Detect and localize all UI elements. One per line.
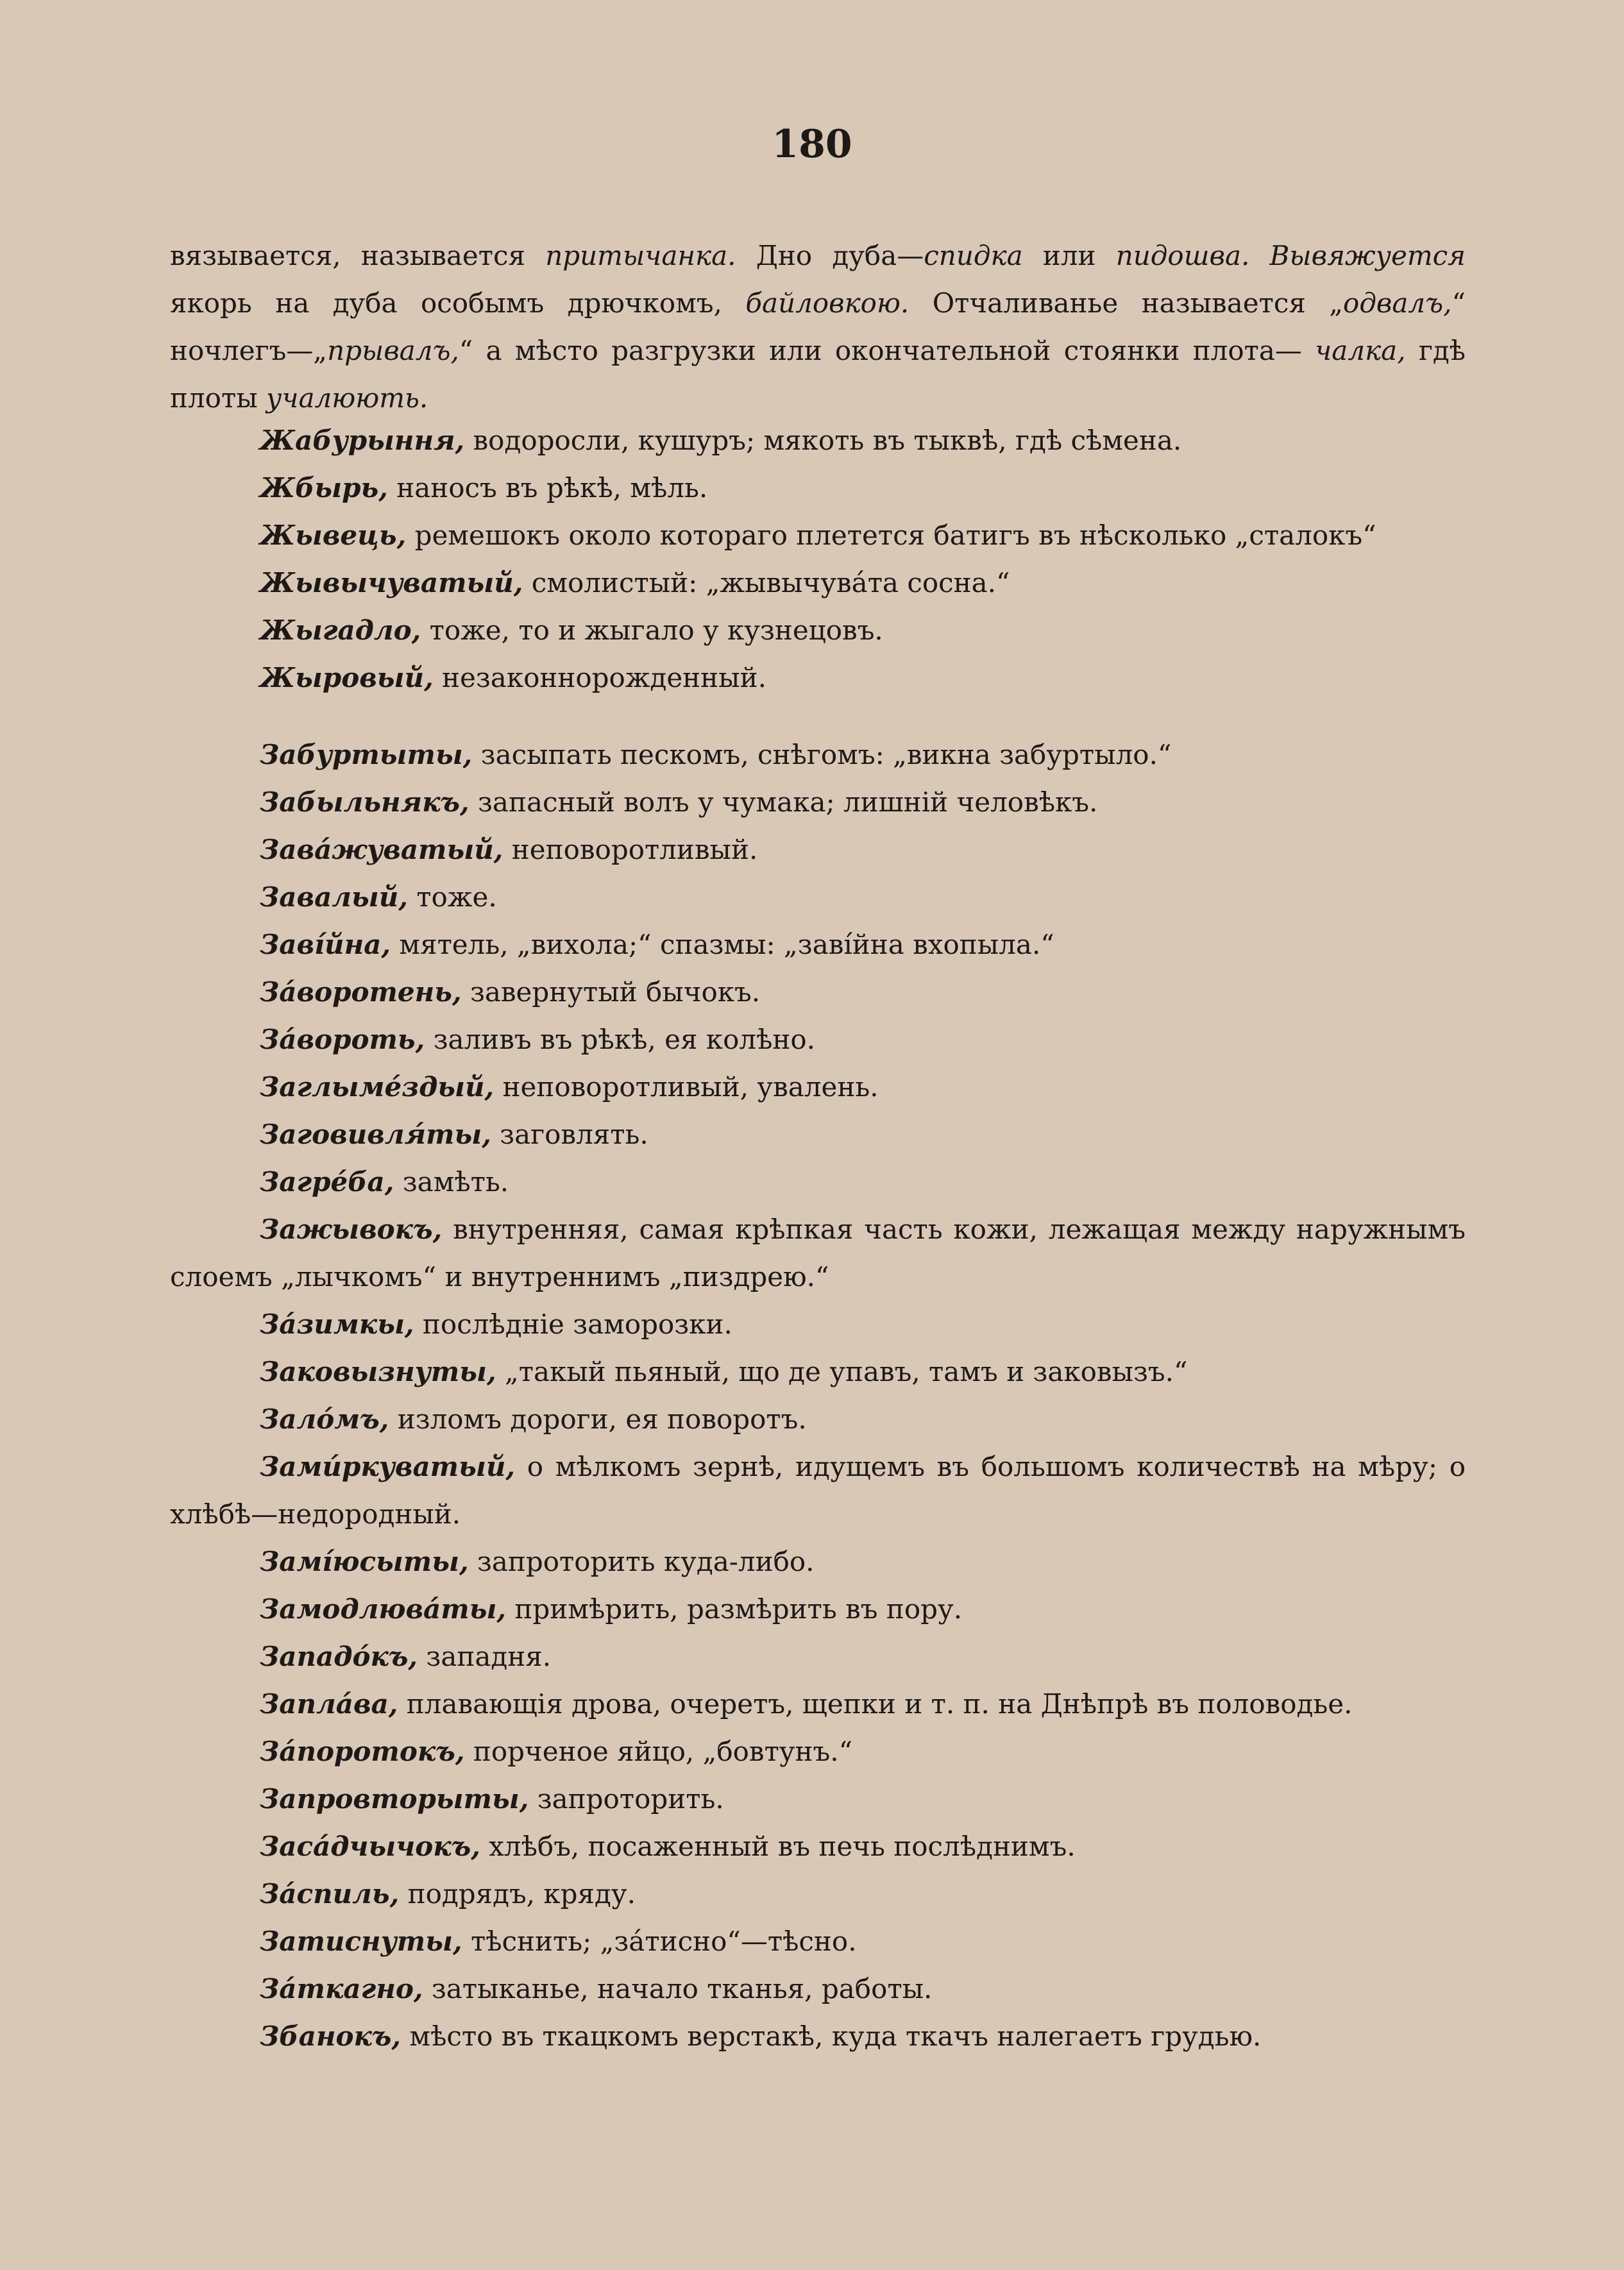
definition: западня. xyxy=(418,1641,552,1672)
headword: Заговивля́ты, xyxy=(260,1119,491,1150)
intro-text: Дно дуба— xyxy=(736,240,924,271)
headword: Збанокъ, xyxy=(260,2020,402,2052)
headword: Жывычуватый, xyxy=(260,567,523,598)
headword: Жыровый, xyxy=(260,662,434,693)
definition: смолистый: „жывычувáта сосна.“ xyxy=(523,567,1010,598)
definition: подрядъ, кряду. xyxy=(399,1878,636,1910)
dictionary-entry xyxy=(170,1870,1466,1918)
dictionary-entry xyxy=(170,874,1466,921)
dictionary-entry xyxy=(170,1633,1466,1681)
page-number: 180 xyxy=(772,122,852,167)
dictionary-entry xyxy=(170,417,1466,464)
dictionary-entry xyxy=(170,1396,1466,1443)
definition: затыканье, начало тканья, работы. xyxy=(423,1973,933,2004)
headword: Замодлювáты, xyxy=(260,1593,507,1625)
definition: „такый пьяный, що де упавъ, тамъ и заковызъ.“ xyxy=(496,1356,1188,1387)
headword: Зáворотень, xyxy=(260,976,462,1008)
headword: Загрéба, xyxy=(260,1166,394,1198)
headword: Жыгадло, xyxy=(260,614,421,646)
dictionary-entry xyxy=(170,1775,1466,1823)
dictionary-entry xyxy=(170,1158,1466,1206)
intro-text: Отчаливанье называется „ xyxy=(909,287,1344,319)
definition: засыпать пескомъ, снѣгомъ: „викна забуртыло.“ xyxy=(472,739,1172,770)
dictionary-entry xyxy=(170,1111,1466,1158)
dictionary-entry xyxy=(170,826,1466,874)
dictionary-entry xyxy=(170,1586,1466,1633)
headword: Засáдчычокъ, xyxy=(260,1831,480,1862)
headword: Завалый, xyxy=(260,881,408,913)
definition: плавающія дрова, очеретъ, щепки и т. п. на Днѣпрѣ въ половодье. xyxy=(398,1688,1353,1720)
dictionary-entry xyxy=(170,1301,1466,1348)
headword: Зáспиль, xyxy=(260,1878,400,1910)
definition: запасный волъ у чумака; лишній человѣкъ. xyxy=(469,786,1098,818)
headword: Жабурыння, xyxy=(260,425,465,456)
intro-term: пидошва. xyxy=(1115,240,1250,271)
intro-text xyxy=(1249,240,1269,271)
intro-paragraph xyxy=(170,232,1466,422)
headword: Затиснуты, xyxy=(260,1926,462,1957)
entry-group-zh xyxy=(170,417,1466,702)
dictionary-entry xyxy=(170,1443,1466,1538)
definition: послѣдніе заморозки. xyxy=(414,1309,732,1340)
headword: Зáвороть, xyxy=(260,1024,425,1055)
headword: Зáткагно, xyxy=(260,1973,423,2004)
dictionary-entry xyxy=(170,1348,1466,1396)
definition: заговлять. xyxy=(491,1119,648,1150)
dictionary-entry xyxy=(170,559,1466,607)
entry-group-z xyxy=(170,731,1466,2060)
definition: порченое яйцо, „бовтунъ.“ xyxy=(464,1736,853,1767)
definition: незаконнорожденный. xyxy=(433,662,766,693)
headword: Зажывокъ, xyxy=(260,1214,443,1245)
definition: внутренняя, самая крѣпкая часть кожи, лежащая между наружнымъ слоемъ „лычкомъ“ и внутреннимъ „пиздрею.“ xyxy=(170,1214,1466,1292)
dictionary-entry xyxy=(170,464,1466,512)
dictionary-entry xyxy=(170,779,1466,826)
intro-term: одвалъ, xyxy=(1343,287,1452,319)
definition: запроторить куда-либо. xyxy=(468,1546,815,1577)
dictionary-entry xyxy=(170,1016,1466,1063)
intro-text: или xyxy=(1022,240,1116,271)
definition: тоже, то и жыгало у кузнецовъ. xyxy=(421,614,883,646)
definition: тѣснить; „зáтисно“—тѣсно. xyxy=(462,1926,857,1957)
intro-text: гдѣ плоты xyxy=(170,335,1466,414)
intro-term: спидка xyxy=(924,240,1023,271)
intro-text: вязывается, называется xyxy=(170,240,546,271)
headword: Забыльнякъ, xyxy=(260,786,469,818)
definition: примѣрить, размѣрить въ пору. xyxy=(506,1593,963,1625)
dictionary-entry xyxy=(170,1918,1466,1965)
dictionary-entry xyxy=(170,2013,1466,2060)
dictionary-entry xyxy=(170,731,1466,779)
definition: завернутый бычокъ. xyxy=(461,976,761,1008)
intro-term: байловкою. xyxy=(745,287,909,319)
dictionary-entry xyxy=(170,1206,1466,1301)
intro-term: учалюють. xyxy=(266,382,428,414)
dictionary-entry xyxy=(170,1823,1466,1870)
dictionary-entry xyxy=(170,1681,1466,1728)
headword: Заглымéздый, xyxy=(260,1071,495,1103)
definition: тоже. xyxy=(407,881,497,913)
intro-term: прывалъ, xyxy=(327,335,459,366)
dictionary-entry xyxy=(170,921,1466,969)
dictionary-entry xyxy=(170,654,1466,702)
headword: Завíйна, xyxy=(260,929,391,960)
definition: мятель, „вихола;“ спазмы: „завíйна вхопыла.“ xyxy=(391,929,1054,960)
definition: неповоротливый, увалень. xyxy=(494,1071,879,1103)
dictionary-entry xyxy=(170,1063,1466,1111)
headword: Западóкъ, xyxy=(260,1641,418,1672)
dictionary-entry xyxy=(170,1728,1466,1775)
definition: мѣсто въ ткацкомъ верстакѣ, куда ткачъ налегаетъ грудью. xyxy=(401,2020,1262,2052)
dictionary-entry xyxy=(170,512,1466,559)
headword: Замíюсыты, xyxy=(260,1546,469,1577)
dictionary-entry xyxy=(170,1965,1466,2013)
definition: хлѣбъ, посаженный въ печь послѣднимъ. xyxy=(480,1831,1076,1862)
headword: Жывець, xyxy=(260,520,407,551)
intro-text: “ а мѣсто разгрузки или окончательной стоянки плота— xyxy=(459,335,1315,366)
headword: Жбырь, xyxy=(260,472,388,504)
headword: Залóмъ, xyxy=(260,1403,389,1435)
headword: Завáжуватый, xyxy=(260,834,503,865)
headword: Заплáва, xyxy=(260,1688,398,1720)
dictionary-entry xyxy=(170,969,1466,1016)
headword: Заковызнуты, xyxy=(260,1356,496,1387)
definition: неповоротливый. xyxy=(503,834,758,865)
headword: Зáзимкы, xyxy=(260,1309,414,1340)
intro-term: чалка, xyxy=(1315,335,1406,366)
dictionary-entry xyxy=(170,1538,1466,1586)
definition: замѣть. xyxy=(394,1166,509,1198)
intro-term: Вывяжуется xyxy=(1269,240,1466,271)
intro-text: “ ночлегъ—„ xyxy=(170,287,1466,366)
definition: водоросли, кушуръ; мякоть въ тыквѣ, гдѣ сѣмена. xyxy=(464,425,1182,456)
definition: изломъ дороги, ея поворотъ. xyxy=(389,1403,807,1435)
dictionary-entry xyxy=(170,607,1466,654)
definition: о мѣлкомъ зернѣ, идущемъ въ большомъ количествѣ на мѣру; о хлѣбѣ—недородный. xyxy=(170,1451,1466,1530)
headword: Запровторыты, xyxy=(260,1783,529,1815)
headword: Забуртыты, xyxy=(260,739,473,770)
definition: заливъ въ рѣкѣ, ея колѣно. xyxy=(425,1024,816,1055)
headword: Зáпоротокъ, xyxy=(260,1736,465,1767)
definition: наносъ въ рѣкѣ, мѣль. xyxy=(387,472,708,504)
definition: ремешокъ около котораго плетется батигъ въ нѣсколько „сталокъ“ xyxy=(406,520,1376,551)
intro-text: якорь на дуба особымъ дрючкомъ, xyxy=(170,287,746,319)
intro-term: притычанка. xyxy=(545,240,736,271)
definition: запроторить. xyxy=(529,1783,724,1815)
headword: Замúркуватый, xyxy=(260,1451,516,1482)
